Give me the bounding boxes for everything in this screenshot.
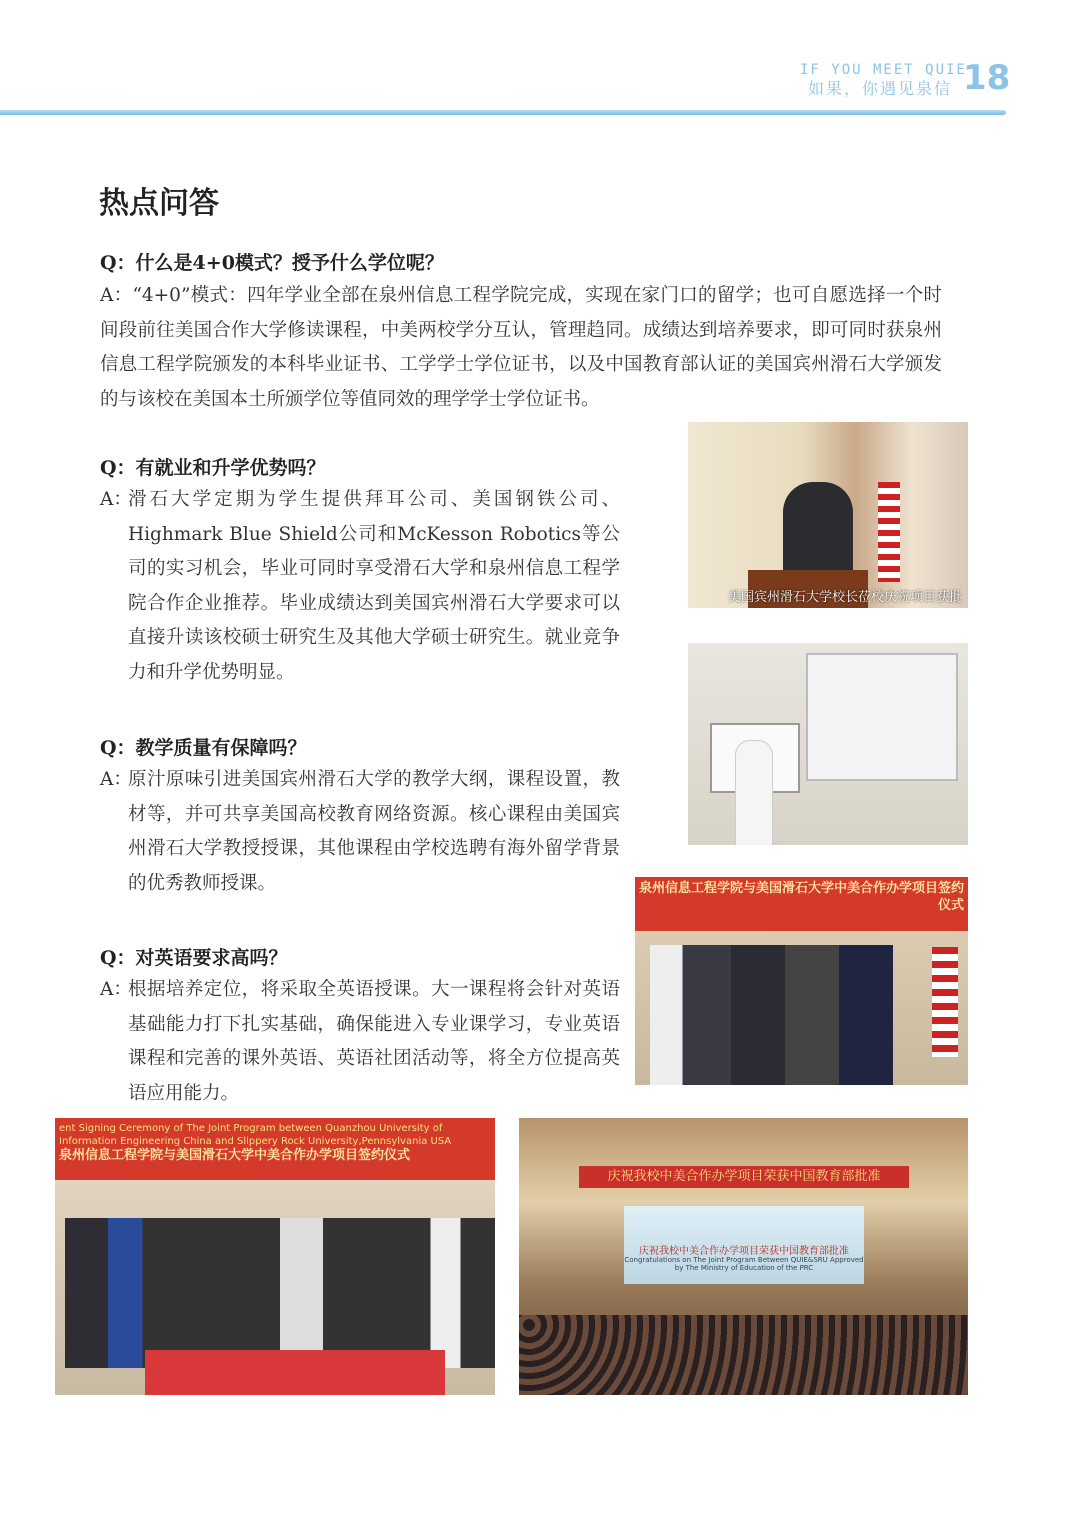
signing-table	[145, 1350, 445, 1395]
question-3: Q：教学质量有保障吗？	[100, 737, 307, 759]
page-title: 热点问答	[99, 186, 219, 221]
photo-caption: 美国宾州滑石大学校长莅校庆祝项目获批	[727, 590, 962, 605]
answer-1	[100, 279, 942, 417]
us-flag	[878, 482, 900, 582]
photo-group	[635, 877, 968, 1085]
group-banner: 泉州信息工程学院与美国滑石大学中美合作办学项目签约仪式	[635, 877, 968, 931]
signing-banner: ent Signing Ceremony of The Joint Program between Quanzhou University of Information Engineering China and Slippery Rock University,Pennsylvania USA 泉州信息工程学院与美国滑石大学中美合作办学项目签约仪式	[55, 1118, 495, 1180]
header-divider	[0, 110, 1006, 115]
answer-text: 根据培养定位，将采取全英语授课。大一课程将会针对英语基础能力打下扎实基础，确保能进入专业课学习，专业英语课程和完善的课外英语、英语社团活动等，将全方位提高英语应用能力。	[128, 979, 620, 1104]
question-4: Q：对英语要求高吗？	[100, 947, 288, 969]
photo-lecture	[688, 643, 968, 845]
answer-prefix: A：	[100, 489, 132, 510]
presenter-figure	[736, 741, 772, 845]
answer-text: “4+0”模式：四年学业全部在泉州信息工程学院完成，实现在家门口的留学；也可自愿选择一个时间段前往美国合作大学修读课程，中美两校学分互认，管理趋同。成绩达到培养要求，即可同时获泉州信息工程学院颁发的本科毕业证书、工学学士学位证书，以及中国教育部认证的美国宾州滑石大学颁发的与该校在美国本土所颁学位等值同效的理学学士学位证书。	[100, 285, 942, 410]
header-cn: 如果，你遇见泉信	[808, 79, 953, 98]
people-group	[65, 1218, 495, 1368]
photo-signing-ceremony	[55, 1118, 495, 1395]
answer-text: 滑石大学定期为学生提供拜耳公司、美国钢铁公司、Highmark Blue Shield公司和McKesson Robotics等公司的实习机会，毕业可同时享受滑石大学和泉州信息工程学院合作企业推荐。毕业成绩达到美国宾州滑石大学要求可以直接升读该校硕士研究生及其他大学硕士研究生。就业竞争力和升学优势明显。	[128, 489, 620, 683]
answer-prefix: A：	[100, 769, 132, 790]
people-group	[650, 945, 920, 1085]
header-en: IF YOU MEET QUIE	[800, 62, 967, 78]
answer-prefix: A：	[100, 979, 132, 1000]
question-1: Q：什么是4+0模式？授予什么学位呢？	[100, 252, 444, 274]
answer-prefix: A：	[100, 285, 133, 306]
audience	[519, 1315, 968, 1395]
answer-4	[100, 973, 620, 1111]
answer-2	[100, 483, 620, 690]
answer-text: 原汁原味引进美国宾州滑石大学的教学大纲，课程设置，教材等，并可共享美国高校教育网络资源。核心课程由美国宾州滑石大学教授授课，其他课程由学校选聘有海外留学背景的优秀教师授课。	[128, 769, 620, 894]
projector-screen	[806, 653, 958, 781]
question-2: Q：有就业和升学优势吗？	[100, 457, 326, 479]
hall-banner: 庆祝我校中美合作办学项目荣获中国教育部批准	[579, 1166, 909, 1188]
answer-3	[100, 763, 620, 901]
photo-approval-celebration	[519, 1118, 968, 1395]
photo-president-speech	[688, 422, 968, 608]
hall-screen: 庆祝我校中美合作办学项目荣获中国教育部批准 Congratulations on The Joint Program Between QUIE&SRU Approved by The Ministry of Education of the PRC	[624, 1206, 864, 1284]
page-number: 18	[963, 58, 1011, 98]
us-flag	[932, 947, 958, 1057]
